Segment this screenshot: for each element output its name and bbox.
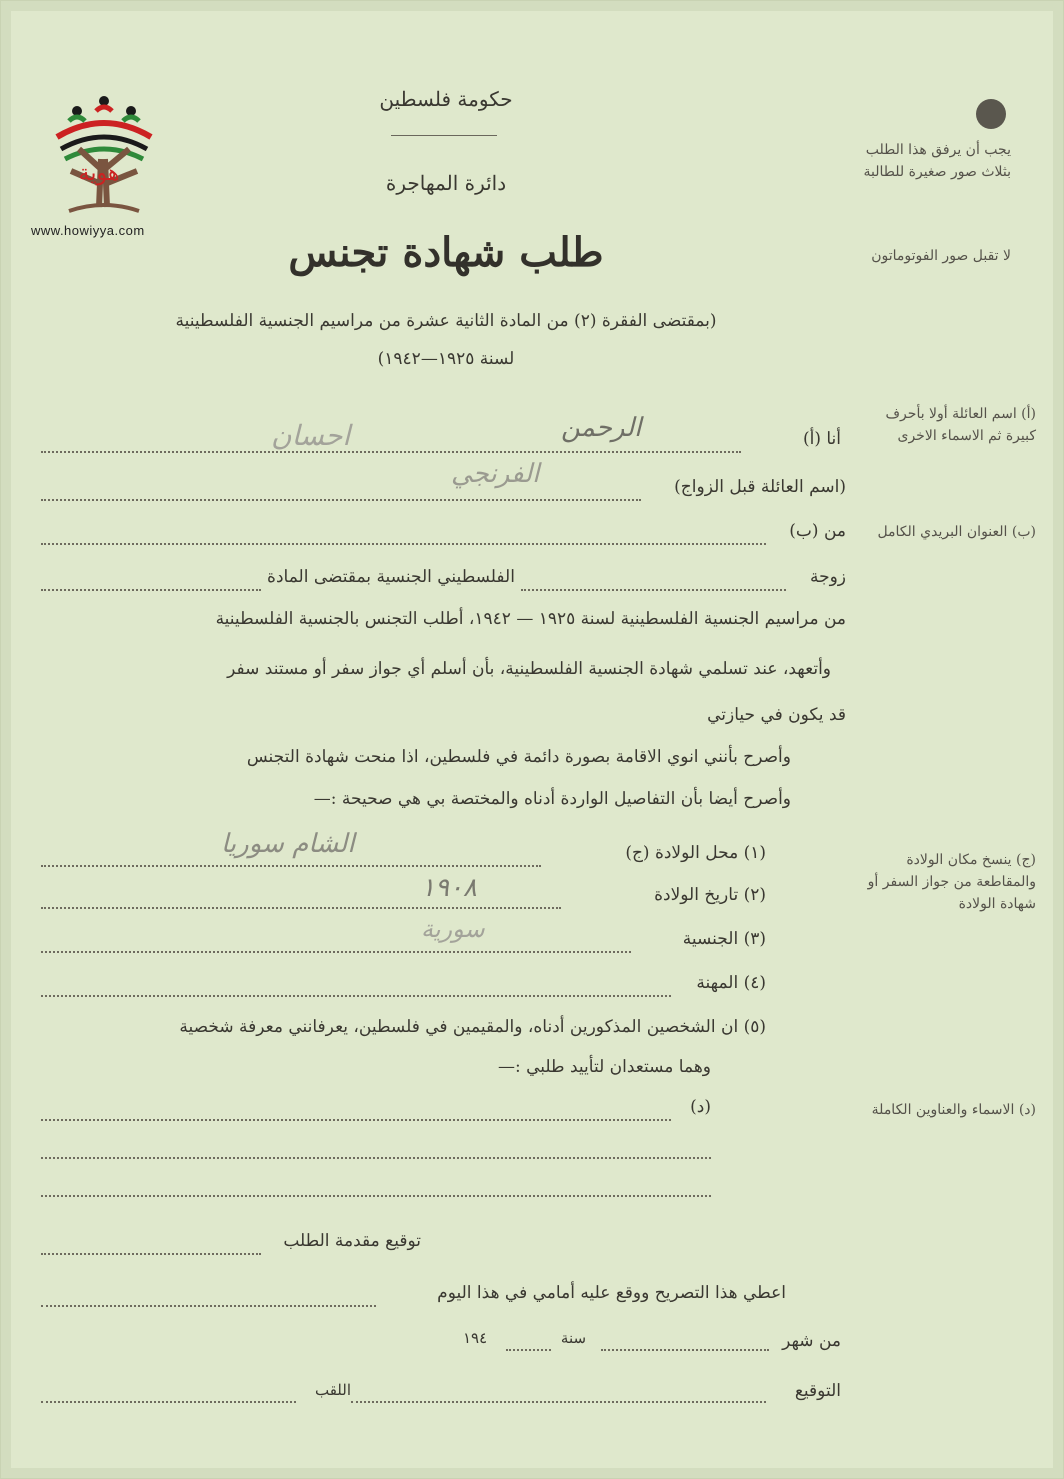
field-maiden-dots[interactable] — [41, 499, 641, 501]
field-article-dots[interactable] — [41, 589, 261, 591]
government-heading: حكومة فلسطين — [379, 87, 513, 111]
item5-line2: وهما مستعدان لتأييد طلبي :— — [498, 1057, 711, 1077]
logo-url[interactable]: www.howiyya.com — [31, 223, 145, 238]
field-year-dots[interactable] — [506, 1349, 551, 1351]
field-birthplace-dots[interactable] — [41, 865, 541, 867]
howiyya-tree-logo-icon — [49, 89, 159, 219]
page-edge — [1, 1, 1063, 1478]
field-references-dots-1[interactable] — [41, 1119, 671, 1121]
label-applicant-signature: توقيع مقدمة الطلب — [283, 1231, 421, 1251]
hand-maiden-name: الفرنجي — [451, 459, 540, 489]
para2-line1: وأصرح بأنني انوي الاقامة بصورة دائمة في فلسطين، اذا منحت شهادة التجنس — [246, 747, 791, 767]
department-heading: دائرة المهاجرة — [385, 171, 507, 195]
item5-line1: (٥) ان الشخصين المذكورين أدناه، والمقيمين في فلسطين، يعرفانني معرفة شخصية — [179, 1017, 766, 1037]
form-title: طلب شهادة تجنس — [288, 229, 604, 276]
item3-label: (٣) الجنسية — [682, 929, 766, 949]
note-d: (د) الاسماء والعناوين الكاملة — [871, 1102, 1036, 1118]
note-c: (ج) ينسخ مكان الولادة والمقاطعة من جواز السفر أو شهادة الولادة — [867, 852, 1036, 912]
label-wife-mid: الفلسطيني الجنسية بمقتضى المادة — [267, 567, 515, 587]
field-applicant-signature-dots[interactable] — [41, 1253, 261, 1255]
field-birthdate-dots[interactable] — [41, 907, 561, 909]
subtitle-line2: لسنة ١٩٢٥—١٩٤٢) — [377, 349, 515, 369]
hand-birthdate: ١٩٠٨ — [421, 873, 477, 903]
para1-line3: قد يكون في حيازتي — [707, 705, 846, 725]
header-rule — [391, 135, 497, 136]
label-sign: التوقيع — [794, 1381, 841, 1401]
field-references-dots-2[interactable] — [41, 1157, 711, 1159]
field-title-dots[interactable] — [41, 1401, 296, 1403]
note-b: (ب) العنوان البريدي الكامل — [877, 524, 1036, 540]
label-maiden: (اسم العائلة قبل الزواج) — [674, 477, 846, 497]
field-sign-dots[interactable] — [351, 1401, 766, 1403]
note-no-photomaton: لا تقبل صور الفوتوماتون — [871, 248, 1011, 264]
subtitle-line1: (بمقتضى الفقرة (٢) من المادة الثانية عشرة من مراسيم الجنسية الفلسطينية — [175, 311, 717, 331]
label-title: اللقب — [314, 1381, 351, 1399]
label-month: من شهر — [782, 1331, 841, 1351]
para1-line1: من مراسيم الجنسية الفلسطينية لسنة ١٩٢٥ — ١٩٤٢، أطلب التجنس بالجنسية الفلسطينية — [215, 609, 846, 629]
label-year: سنة — [560, 1329, 587, 1347]
field-month-dots[interactable] — [601, 1349, 769, 1351]
punch-hole-icon — [976, 99, 1006, 129]
declaration-text: اعطي هذا التصريح ووقع عليه أمامي في هذا اليوم — [437, 1283, 786, 1303]
hand-birthplace: الشام سوريا — [221, 829, 355, 859]
label-d: (د) — [690, 1097, 711, 1117]
hand-nationality: سورية — [421, 915, 485, 943]
field-profession-dots[interactable] — [41, 995, 671, 997]
label-wife: زوجة — [809, 567, 846, 587]
field-day-dots[interactable] — [41, 1305, 376, 1307]
field-a-dots[interactable] — [41, 451, 741, 453]
para2-line2: وأصرح أيضا بأن التفاصيل الواردة أدناه والمختصة بي هي صحيحة :— — [313, 789, 791, 809]
field-nationality-dots[interactable] — [41, 951, 631, 953]
item4-label: (٤) المهنة — [696, 973, 766, 993]
hand-family-name: الرحمن — [561, 413, 642, 443]
item1-label: (١) محل الولادة (ج) — [625, 843, 766, 863]
year-prefix: ١٩٤ — [463, 1329, 488, 1347]
item2-label: (٢) تاريخ الولادة — [654, 885, 766, 905]
hand-given-name: احسان — [271, 419, 351, 452]
note-photos: يجب أن يرفق هذا الطلب بثلاث صور صغيرة للطالبة — [863, 142, 1011, 180]
note-a: (أ) اسم العائلة أولا بأحرف كبيرة ثم الاسماء الاخرى — [885, 406, 1036, 444]
field-wife-dots[interactable] — [521, 589, 786, 591]
label-b: من (ب) — [789, 521, 846, 541]
field-references-dots-3[interactable] — [41, 1195, 711, 1197]
label-a: أنا (أ) — [802, 429, 841, 449]
logo-script-text: هوية — [78, 161, 120, 186]
para1-line2: وأتعهد، عند تسلمي شهادة الجنسية الفلسطينية، بأن أسلم أي جواز سفر أو مستند سفر — [227, 659, 831, 679]
field-b-dots[interactable] — [41, 543, 766, 545]
